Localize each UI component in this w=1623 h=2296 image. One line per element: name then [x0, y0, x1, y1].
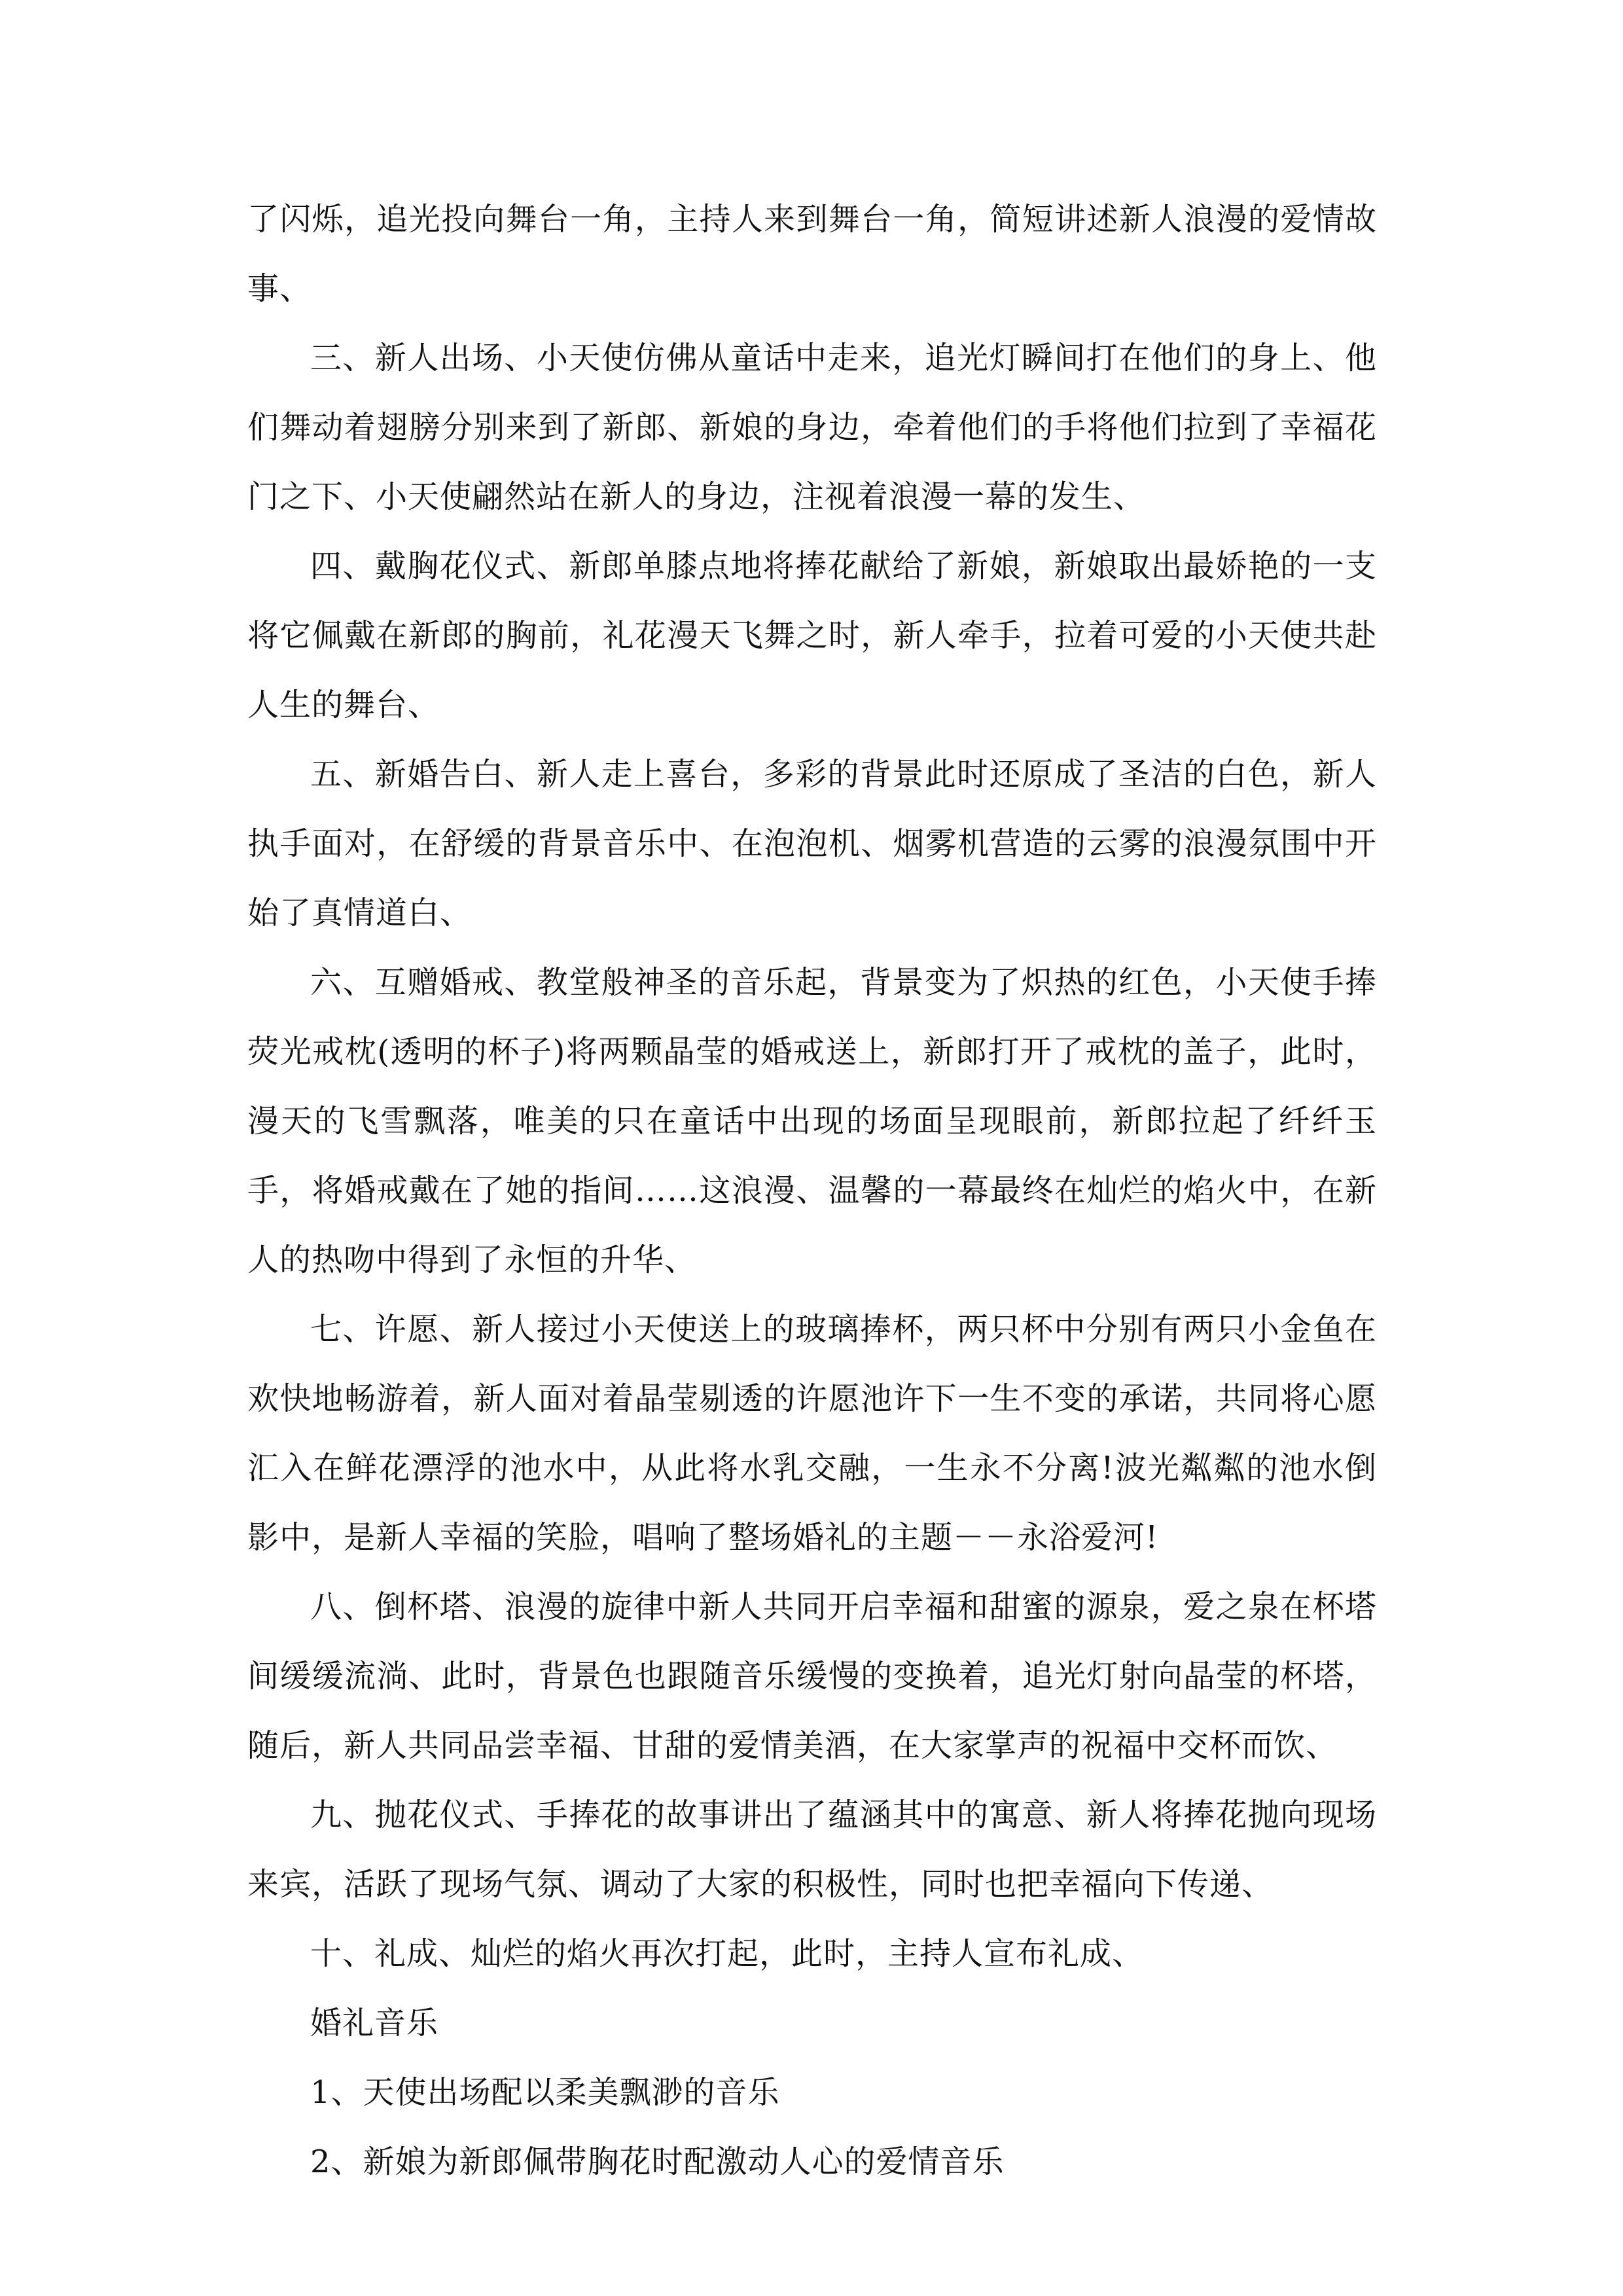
section-heading-music: 婚礼音乐: [310, 2005, 439, 2041]
paragraph-step-5: 五、新婚告白、新人走上喜台，多彩的背景此时还原成了圣洁的白色，新人执手面对，在舒缓的背景音乐中、在泡泡机、烟雾机营造的云雾的浪漫氛围中开始了真情道白、: [247, 756, 1377, 931]
document-body: [247, 185, 1377, 2197]
paragraph-step-7: 七、许愿、新人接过小天使送上的玻璃捧杯，两只杯中分别有两只小金鱼在欢快地畅游着，新人面对着晶莹剔透的许愿池许下一生不变的承诺，共同将心愿汇入在鲜花漂浮的池水中，从此将水乳交融，一生永不分离!波光粼粼的池水倒影中，是新人幸福的笑脸，唱响了整场婚礼的主题－－永浴爱河!: [247, 1311, 1377, 1556]
music-item-1: 1、天使出场配以柔美飘渺的音乐: [310, 2074, 780, 2111]
paragraph-step-4: 四、戴胸花仪式、新郎单膝点地将捧花献给了新娘，新娘取出最娇艳的一支将它佩戴在新郎的胸前，礼花漫天飞舞之时，新人牵手，拉着可爱的小天使共赴人生的舞台、: [247, 548, 1377, 723]
paragraph-step-3: 三、新人出场、小天使仿佛从童话中走来，追光灯瞬间打在他们的身上、他们舞动着翅膀分别来到了新郎、新娘的身边，牵着他们的手将他们拉到了幸福花门之下、小天使翩然站在新人的身边，注视着浪漫一幕的发生、: [247, 340, 1377, 515]
paragraph-step-10: 十、礼成、灿烂的焰火再次打起，此时，主持人宣布礼成、: [310, 1935, 1145, 1972]
paragraph-step-6: 六、互赠婚戒、教堂般神圣的音乐起，背景变为了炽热的红色，小天使手捧荧光戒枕(透明的杯子)将两颗晶莹的婚戒送上，新郎打开了戒枕的盖子，此时，漫天的飞雪飘落，唯美的只在童话中出现的场面呈现眼前，新郎拉起了纤纤玉手，将婚戒戴在了她的指间……这浪漫、温馨的一幕最终在灿烂的焰火中，在新人的热吻中得到了永恒的升华、: [247, 964, 1377, 1278]
paragraph-step-9: 九、抛花仪式、手捧花的故事讲出了蕴涵其中的寓意、新人将捧花抛向现场来宾，活跃了现场气氛、调动了大家的积极性，同时也把幸福向下传递、: [247, 1797, 1377, 1903]
music-item-2: 2、新娘为新郎佩带胸花时配激动人心的爱情音乐: [310, 2144, 1005, 2180]
paragraph-story-continuation: 了闪烁，追光投向舞台一角，主持人来到舞台一角，简短讲述新人浪漫的爱情故事、: [247, 201, 1377, 307]
paragraph-step-8: 八、倒杯塔、浪漫的旋律中新人共同开启幸福和甜蜜的源泉，爱之泉在杯塔间缓缓流淌、此时，背景色也跟随音乐缓慢的变换着，追光灯射向晶莹的杯塔，随后，新人共同品尝幸福、甘甜的爱情美酒，在大家掌声的祝福中交杯而饮、: [247, 1588, 1377, 1764]
